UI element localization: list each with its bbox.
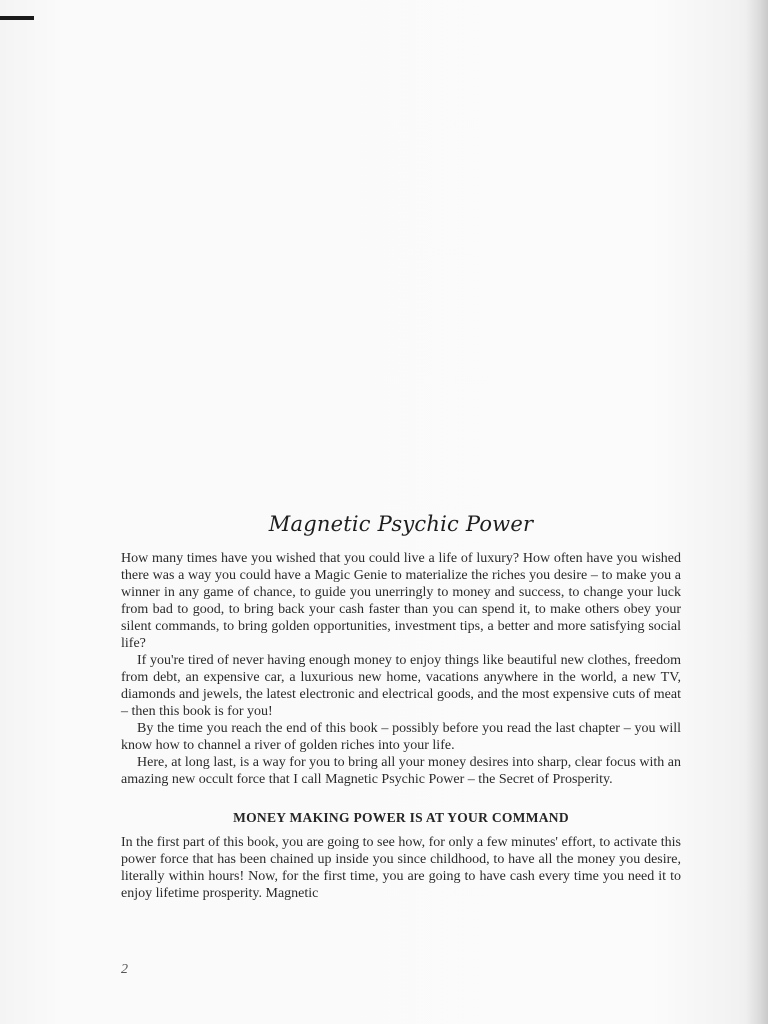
paragraph-end-of-book: By the time you reach the end of this book – possibly before you read the last chapter – you will know how to channel a river of golden riches into your life. xyxy=(121,721,681,753)
paragraph-first-part: In the first part of this book, you are going to see how, for only a few minutes' effort, to activate this power force that has been chained up inside you since childhood, to have all the money you desire, literally within hours! Now, for the first time, you are going to have cash every time you need it to enjoy lifetime prosperity. Magnetic xyxy=(121,835,681,901)
page-number: 2 xyxy=(121,962,128,977)
page-edge-shadow xyxy=(746,0,768,1024)
paragraph-tired: If you're tired of never having enough money to enjoy things like beautiful new clothes, freedom from debt, an expensive car, a luxurious new home, vacations anywhere in the world, a new TV, diamonds and jewels, the latest electronic and electrical goods, and the most expensive cuts of meat – then this book is for you! xyxy=(121,653,681,719)
scan-edge-mark xyxy=(0,16,34,20)
paragraph-long-last: Here, at long last, is a way for you to bring all your money desires into sharp, clear focus with an amazing new occult force that I call Magnetic Psychic Power – the Secret of Prosperity. xyxy=(121,755,681,787)
section-heading: MONEY MAKING POWER IS AT YOUR COMMAND xyxy=(233,810,569,825)
page-content xyxy=(121,512,681,902)
paragraph-intro: How many times have you wished that you could live a life of luxury? How often have you wished there was a way you could have a Magic Genie to materialize the riches you desire – to make you a winner in any game of chance, to guide you unerringly to money and success, to change your luck from bad to good, to bring back your cash faster than you can spend it, to make others obey your silent commands, to bring golden opportunities, investment tips, a better and more satisfying social life? xyxy=(121,551,681,651)
chapter-title: Magnetic Psychic Power xyxy=(268,512,534,536)
